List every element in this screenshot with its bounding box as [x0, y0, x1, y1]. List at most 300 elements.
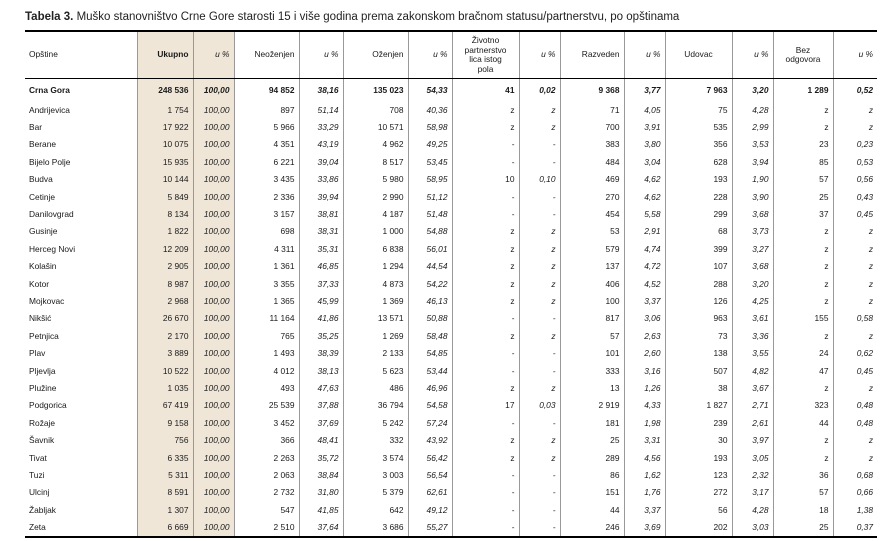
cell-ozenjen: 332: [343, 431, 408, 448]
cell-zivotno-partnerstvo-pct: z: [519, 327, 560, 344]
table-row: [25, 431, 877, 448]
cell-opstina: Pljevlja: [29, 365, 56, 376]
cell-ukupno: 1 307: [137, 501, 193, 518]
cell-bez-odgovora: z: [773, 223, 833, 240]
cell-ukupno: 756: [137, 431, 193, 448]
cell-neozenjen: 94 852: [234, 79, 299, 102]
cell-zivotno-partnerstvo: z: [452, 240, 519, 257]
cell-razveden: 469: [560, 171, 624, 188]
header-u-pct: u %: [519, 31, 560, 79]
header-razveden: Razveden: [560, 31, 624, 79]
cell-razveden-pct: 1,76: [624, 484, 665, 501]
header-u-pct: u %: [193, 31, 234, 79]
cell-ukupno-pct: 100,00: [193, 223, 234, 240]
cell-bez-odgovora-pct: z: [833, 118, 877, 135]
header-bez-odgovora: [773, 31, 833, 79]
cell-neozenjen: 897: [234, 101, 299, 118]
cell-razveden: 454: [560, 205, 624, 222]
cell-razveden-pct: 2,60: [624, 344, 665, 361]
cell-bez-odgovora: 25: [773, 518, 833, 536]
cell-opstina: Andrijevica: [29, 104, 70, 115]
cell-zivotno-partnerstvo-pct: z: [519, 431, 560, 448]
table-row: [25, 223, 877, 240]
cell-ukupno-pct: 100,00: [193, 258, 234, 275]
cell-ozenjen-pct: 46,96: [408, 379, 452, 396]
cell-zivotno-partnerstvo: 17: [452, 397, 519, 414]
cell-udovac-pct: 3,68: [732, 258, 773, 275]
cell-ukupno-pct: 100,00: [193, 431, 234, 448]
cell-bez-odgovora: z: [773, 449, 833, 466]
cell-neozenjen: 4 311: [234, 240, 299, 257]
cell-ozenjen-pct: 43,92: [408, 431, 452, 448]
table-body: [25, 79, 877, 537]
cell-razveden-pct: 3,91: [624, 118, 665, 135]
cell-udovac-pct: 1,90: [732, 171, 773, 188]
cell-bez-odgovora-pct: z: [833, 223, 877, 240]
cell-zivotno-partnerstvo-pct: -: [519, 362, 560, 379]
cell-razveden: 406: [560, 275, 624, 292]
cell-ozenjen-pct: 50,88: [408, 310, 452, 327]
cell-bez-odgovora-pct: 0,66: [833, 484, 877, 501]
cell-bez-odgovora: z: [773, 101, 833, 118]
cell-ukupno: 1 822: [137, 223, 193, 240]
cell-razveden: 9 368: [560, 79, 624, 102]
cell-neozenjen: 1 361: [234, 258, 299, 275]
cell-bez-odgovora: 25: [773, 188, 833, 205]
table-row: [25, 153, 877, 170]
cell-razveden: 817: [560, 310, 624, 327]
cell-zivotno-partnerstvo-pct: z: [519, 275, 560, 292]
cell-zivotno-partnerstvo: z: [452, 118, 519, 135]
cell-ozenjen: 8 517: [343, 153, 408, 170]
cell-bez-odgovora: 1 289: [773, 79, 833, 102]
cell-razveden-pct: 2,63: [624, 327, 665, 344]
cell-ukupno-pct: 100,00: [193, 136, 234, 153]
cell-neozenjen-pct: 41,86: [299, 310, 343, 327]
cell-ukupno-pct: 100,00: [193, 153, 234, 170]
cell-ozenjen-pct: 40,36: [408, 101, 452, 118]
cell-opstina: Budva: [29, 174, 53, 185]
cell-razveden-pct: 3,16: [624, 362, 665, 379]
cell-ukupno: 2 968: [137, 292, 193, 309]
cell-ozenjen-pct: 53,45: [408, 153, 452, 170]
cell-opstina: Cetinje: [29, 191, 56, 202]
cell-opstina: Bar: [29, 122, 43, 133]
cell-bez-odgovora-pct: 0,23: [833, 136, 877, 153]
cell-razveden: 383: [560, 136, 624, 153]
cell-ukupno-pct: 100,00: [193, 171, 234, 188]
cell-udovac: 123: [665, 466, 732, 483]
cell-razveden: 137: [560, 258, 624, 275]
cell-razveden-pct: 4,33: [624, 397, 665, 414]
cell-zivotno-partnerstvo: z: [452, 292, 519, 309]
cell-razveden-pct: 3,31: [624, 431, 665, 448]
cell-neozenjen: 366: [234, 431, 299, 448]
cell-zivotno-partnerstvo: z: [452, 431, 519, 448]
cell-ukupno-pct: 100,00: [193, 240, 234, 257]
table-row: [25, 466, 877, 483]
cell-udovac-pct: 3,67: [732, 379, 773, 396]
cell-bez-odgovora-pct: 0,37: [833, 518, 877, 536]
cell-neozenjen-pct: 31,80: [299, 484, 343, 501]
cell-bez-odgovora: 47: [773, 362, 833, 379]
cell-zivotno-partnerstvo-pct: -: [519, 466, 560, 483]
cell-razveden-pct: 4,74: [624, 240, 665, 257]
cell-razveden-pct: 2,91: [624, 223, 665, 240]
cell-bez-odgovora-pct: z: [833, 240, 877, 257]
cell-bez-odgovora-pct: 1,38: [833, 501, 877, 518]
cell-udovac: 68: [665, 223, 732, 240]
cell-udovac-pct: 3,68: [732, 205, 773, 222]
cell-zivotno-partnerstvo: -: [452, 518, 519, 536]
cell-opstina: Danilovgrad: [29, 209, 74, 220]
cell-udovac-pct: 4,82: [732, 362, 773, 379]
cell-neozenjen: 3 355: [234, 275, 299, 292]
cell-udovac: 299: [665, 205, 732, 222]
cell-opstina: Petnjica: [29, 330, 59, 341]
cell-ozenjen: 3 003: [343, 466, 408, 483]
cell-bez-odgovora-pct: 0,58: [833, 310, 877, 327]
cell-neozenjen: 2 063: [234, 466, 299, 483]
cell-razveden: 270: [560, 188, 624, 205]
cell-bez-odgovora-pct: z: [833, 379, 877, 396]
cell-razveden: 71: [560, 101, 624, 118]
cell-udovac-pct: 3,27: [732, 240, 773, 257]
cell-razveden: 86: [560, 466, 624, 483]
cell-neozenjen: 2 263: [234, 449, 299, 466]
cell-ukupno: 3 889: [137, 344, 193, 361]
cell-ozenjen-pct: 44,54: [408, 258, 452, 275]
header-u-pct: u %: [299, 31, 343, 79]
cell-udovac: 963: [665, 310, 732, 327]
cell-udovac: 1 827: [665, 397, 732, 414]
cell-neozenjen-pct: 43,19: [299, 136, 343, 153]
cell-zivotno-partnerstvo: -: [452, 153, 519, 170]
cell-bez-odgovora-pct: 0,48: [833, 414, 877, 431]
cell-ozenjen: 5 623: [343, 362, 408, 379]
cell-ukupno-pct: 100,00: [193, 466, 234, 483]
cell-ukupno-pct: 100,00: [193, 344, 234, 361]
cell-razveden-pct: 3,69: [624, 518, 665, 536]
cell-ukupno: 8 591: [137, 484, 193, 501]
cell-neozenjen-pct: 48,41: [299, 431, 343, 448]
cell-ozenjen-pct: 54,88: [408, 223, 452, 240]
cell-razveden-pct: 4,05: [624, 101, 665, 118]
cell-neozenjen-pct: 38,31: [299, 223, 343, 240]
cell-zivotno-partnerstvo-pct: z: [519, 379, 560, 396]
table-row: [25, 275, 877, 292]
cell-opstina: Ulcinj: [29, 487, 50, 498]
cell-razveden-pct: 4,62: [624, 171, 665, 188]
table-row: [25, 327, 877, 344]
header-zivotno-line: pola: [477, 63, 494, 74]
cell-razveden-pct: 5,58: [624, 205, 665, 222]
cell-udovac-pct: 4,28: [732, 101, 773, 118]
cell-neozenjen-pct: 39,04: [299, 153, 343, 170]
cell-bez-odgovora: z: [773, 275, 833, 292]
cell-zivotno-partnerstvo-pct: -: [519, 518, 560, 536]
cell-bez-odgovora: z: [773, 258, 833, 275]
header-u-pct: u %: [732, 31, 773, 79]
cell-razveden-pct: 3,37: [624, 292, 665, 309]
cell-bez-odgovora: z: [773, 292, 833, 309]
cell-ukupno: 6 669: [137, 518, 193, 536]
cell-ukupno-pct: 100,00: [193, 518, 234, 536]
cell-bez-odgovora-pct: 0,53: [833, 153, 877, 170]
cell-razveden: 246: [560, 518, 624, 536]
cell-ozenjen-pct: 54,85: [408, 344, 452, 361]
cell-opstina: Mojkovac: [29, 295, 65, 306]
cell-ozenjen: 3 686: [343, 518, 408, 536]
cell-ozenjen-pct: 54,58: [408, 397, 452, 414]
cell-neozenjen-pct: 35,72: [299, 449, 343, 466]
cell-razveden-pct: 3,80: [624, 136, 665, 153]
cell-opstina: Zeta: [29, 522, 46, 533]
cell-neozenjen-pct: 38,81: [299, 205, 343, 222]
header-ukupno: Ukupno: [137, 31, 193, 79]
cell-razveden: 700: [560, 118, 624, 135]
cell-ozenjen-pct: 58,95: [408, 171, 452, 188]
table-row: [25, 136, 877, 153]
cell-udovac: 628: [665, 153, 732, 170]
cell-opstina: Bijelo Polje: [29, 156, 71, 167]
cell-ukupno-pct: 100,00: [193, 362, 234, 379]
cell-razveden: 181: [560, 414, 624, 431]
cell-ukupno: 1 035: [137, 379, 193, 396]
cell-ozenjen-pct: 56,54: [408, 466, 452, 483]
cell-bez-odgovora: 57: [773, 171, 833, 188]
cell-bez-odgovora: 323: [773, 397, 833, 414]
cell-ozenjen-pct: 62,61: [408, 484, 452, 501]
cell-neozenjen: 493: [234, 379, 299, 396]
table-row: [25, 414, 877, 431]
cell-neozenjen-pct: 37,88: [299, 397, 343, 414]
cell-razveden-pct: 3,77: [624, 79, 665, 102]
table-caption: [25, 11, 679, 23]
data-table: [25, 30, 877, 538]
cell-udovac: 507: [665, 362, 732, 379]
cell-udovac-pct: 3,20: [732, 79, 773, 102]
cell-razveden: 53: [560, 223, 624, 240]
header-zivotno-partnerstvo: [452, 31, 519, 79]
table-row: [25, 292, 877, 309]
cell-ozenjen: 1 369: [343, 292, 408, 309]
cell-ukupno-pct: 100,00: [193, 310, 234, 327]
cell-ozenjen-pct: 57,24: [408, 414, 452, 431]
cell-zivotno-partnerstvo-pct: z: [519, 258, 560, 275]
cell-zivotno-partnerstvo-pct: z: [519, 223, 560, 240]
cell-neozenjen: 765: [234, 327, 299, 344]
cell-ukupno-pct: 100,00: [193, 379, 234, 396]
cell-ukupno: 2 170: [137, 327, 193, 344]
header-zivotno-line: partnerstvo: [464, 44, 507, 55]
cell-neozenjen-pct: 35,25: [299, 327, 343, 344]
cell-bez-odgovora-pct: 0,68: [833, 466, 877, 483]
cell-razveden: 13: [560, 379, 624, 396]
cell-zivotno-partnerstvo-pct: -: [519, 205, 560, 222]
header-opstine: Opštine: [25, 31, 137, 79]
cell-neozenjen-pct: 51,14: [299, 101, 343, 118]
table-row: [25, 188, 877, 205]
cell-zivotno-partnerstvo: z: [452, 379, 519, 396]
cell-neozenjen-pct: 35,31: [299, 240, 343, 257]
cell-razveden: 333: [560, 362, 624, 379]
cell-razveden: 101: [560, 344, 624, 361]
cell-ozenjen: 1 000: [343, 223, 408, 240]
cell-razveden: 289: [560, 449, 624, 466]
cell-bez-odgovora: z: [773, 431, 833, 448]
cell-opstina: Kotor: [29, 278, 50, 289]
cell-opstina: Podgorica: [29, 400, 67, 411]
table-row: [25, 258, 877, 275]
cell-zivotno-partnerstvo: z: [452, 223, 519, 240]
table-caption-text: Muško stanovništvo Crne Gore starosti 15 i više godina prema zakonskom bračnom statusu/partnerstvu, po opštinama: [73, 11, 680, 23]
cell-razveden: 57: [560, 327, 624, 344]
cell-ozenjen: 486: [343, 379, 408, 396]
cell-zivotno-partnerstvo: -: [452, 344, 519, 361]
cell-neozenjen-pct: 38,13: [299, 362, 343, 379]
cell-zivotno-partnerstvo: -: [452, 310, 519, 327]
cell-zivotno-partnerstvo: 41: [452, 79, 519, 102]
cell-neozenjen: 3 435: [234, 171, 299, 188]
cell-bez-odgovora-pct: 0,45: [833, 362, 877, 379]
cell-ukupno-pct: 100,00: [193, 397, 234, 414]
cell-ozenjen: 2 990: [343, 188, 408, 205]
cell-ozenjen: 10 571: [343, 118, 408, 135]
header-u-pct: u %: [833, 31, 877, 79]
cell-udovac: 288: [665, 275, 732, 292]
cell-neozenjen-pct: 38,84: [299, 466, 343, 483]
table-row: [25, 171, 877, 188]
cell-zivotno-partnerstvo-pct: -: [519, 484, 560, 501]
cell-zivotno-partnerstvo: -: [452, 188, 519, 205]
cell-zivotno-partnerstvo: -: [452, 466, 519, 483]
cell-zivotno-partnerstvo: -: [452, 136, 519, 153]
cell-ukupno-pct: 100,00: [193, 292, 234, 309]
cell-razveden: 2 919: [560, 397, 624, 414]
cell-ozenjen: 6 838: [343, 240, 408, 257]
cell-opstina: Šavnik: [29, 435, 55, 446]
cell-ozenjen: 135 023: [343, 79, 408, 102]
cell-ozenjen-pct: 56,01: [408, 240, 452, 257]
cell-udovac-pct: 3,97: [732, 431, 773, 448]
cell-ozenjen-pct: 54,33: [408, 79, 452, 102]
table-row: [25, 397, 877, 414]
cell-ozenjen-pct: 58,98: [408, 118, 452, 135]
cell-razveden-pct: 1,26: [624, 379, 665, 396]
cell-neozenjen-pct: 45,99: [299, 292, 343, 309]
cell-bez-odgovora: 44: [773, 414, 833, 431]
cell-ozenjen: 708: [343, 101, 408, 118]
cell-ozenjen: 642: [343, 501, 408, 518]
cell-udovac-pct: 2,32: [732, 466, 773, 483]
cell-ukupno: 12 209: [137, 240, 193, 257]
cell-neozenjen-pct: 33,29: [299, 118, 343, 135]
cell-ozenjen: 1 294: [343, 258, 408, 275]
cell-neozenjen: 25 539: [234, 397, 299, 414]
cell-bez-odgovora-pct: z: [833, 292, 877, 309]
header-ozenjen: Oženjen: [343, 31, 408, 79]
cell-ozenjen: 5 980: [343, 171, 408, 188]
cell-zivotno-partnerstvo: -: [452, 414, 519, 431]
cell-zivotno-partnerstvo: z: [452, 258, 519, 275]
cell-udovac-pct: 4,28: [732, 501, 773, 518]
cell-ozenjen: 5 242: [343, 414, 408, 431]
cell-neozenjen-pct: 37,69: [299, 414, 343, 431]
cell-opstina: Kolašin: [29, 261, 57, 272]
cell-ukupno-pct: 100,00: [193, 275, 234, 292]
header-row: [25, 31, 877, 79]
cell-opstina: Rožaje: [29, 417, 56, 428]
cell-razveden-pct: 4,62: [624, 188, 665, 205]
cell-bez-odgovora-pct: 0,43: [833, 188, 877, 205]
cell-bez-odgovora: 24: [773, 344, 833, 361]
cell-neozenjen: 2 336: [234, 188, 299, 205]
cell-opstina: Tivat: [29, 452, 47, 463]
cell-udovac: 56: [665, 501, 732, 518]
cell-zivotno-partnerstvo-pct: 0,02: [519, 79, 560, 102]
cell-ozenjen-pct: 46,13: [408, 292, 452, 309]
cell-zivotno-partnerstvo: z: [452, 275, 519, 292]
cell-razveden: 25: [560, 431, 624, 448]
table-row: [25, 484, 877, 501]
cell-ukupno-pct: 100,00: [193, 484, 234, 501]
cell-zivotno-partnerstvo: -: [452, 362, 519, 379]
cell-udovac-pct: 3,53: [732, 136, 773, 153]
cell-zivotno-partnerstvo: z: [452, 449, 519, 466]
cell-ozenjen-pct: 55,27: [408, 518, 452, 536]
cell-zivotno-partnerstvo-pct: z: [519, 240, 560, 257]
cell-opstina: Plav: [29, 348, 46, 359]
cell-ukupno: 8 134: [137, 205, 193, 222]
cell-neozenjen-pct: 38,16: [299, 79, 343, 102]
table-row: [25, 362, 877, 379]
table-row: [25, 449, 877, 466]
header-u-pct: u %: [624, 31, 665, 79]
cell-udovac: 535: [665, 118, 732, 135]
cell-udovac-pct: 3,94: [732, 153, 773, 170]
cell-zivotno-partnerstvo-pct: z: [519, 292, 560, 309]
cell-ozenjen: 13 571: [343, 310, 408, 327]
cell-bez-odgovora: 18: [773, 501, 833, 518]
cell-opstina: Plužine: [29, 382, 57, 393]
cell-razveden-pct: 3,04: [624, 153, 665, 170]
cell-opstina: Žabljak: [29, 504, 56, 515]
cell-bez-odgovora: 23: [773, 136, 833, 153]
cell-ukupno: 15 935: [137, 153, 193, 170]
cell-udovac-pct: 3,20: [732, 275, 773, 292]
cell-ukupno-pct: 100,00: [193, 188, 234, 205]
header-bez-line: odgovora: [785, 54, 821, 64]
table-row: [25, 501, 877, 518]
cell-bez-odgovora: 37: [773, 205, 833, 222]
cell-zivotno-partnerstvo: 10: [452, 171, 519, 188]
cell-ozenjen-pct: 51,48: [408, 205, 452, 222]
cell-bez-odgovora: z: [773, 327, 833, 344]
cell-udovac: 38: [665, 379, 732, 396]
cell-ukupno: 26 670: [137, 310, 193, 327]
cell-ozenjen-pct: 51,12: [408, 188, 452, 205]
cell-neozenjen: 4 012: [234, 362, 299, 379]
cell-ukupno: 9 158: [137, 414, 193, 431]
cell-udovac: 7 963: [665, 79, 732, 102]
cell-opstina: Tuzi: [29, 469, 45, 480]
cell-ozenjen: 2 133: [343, 344, 408, 361]
cell-udovac: 239: [665, 414, 732, 431]
header-u-pct: u %: [408, 31, 452, 79]
cell-opstina: Berane: [29, 139, 57, 150]
cell-zivotno-partnerstvo: -: [452, 501, 519, 518]
